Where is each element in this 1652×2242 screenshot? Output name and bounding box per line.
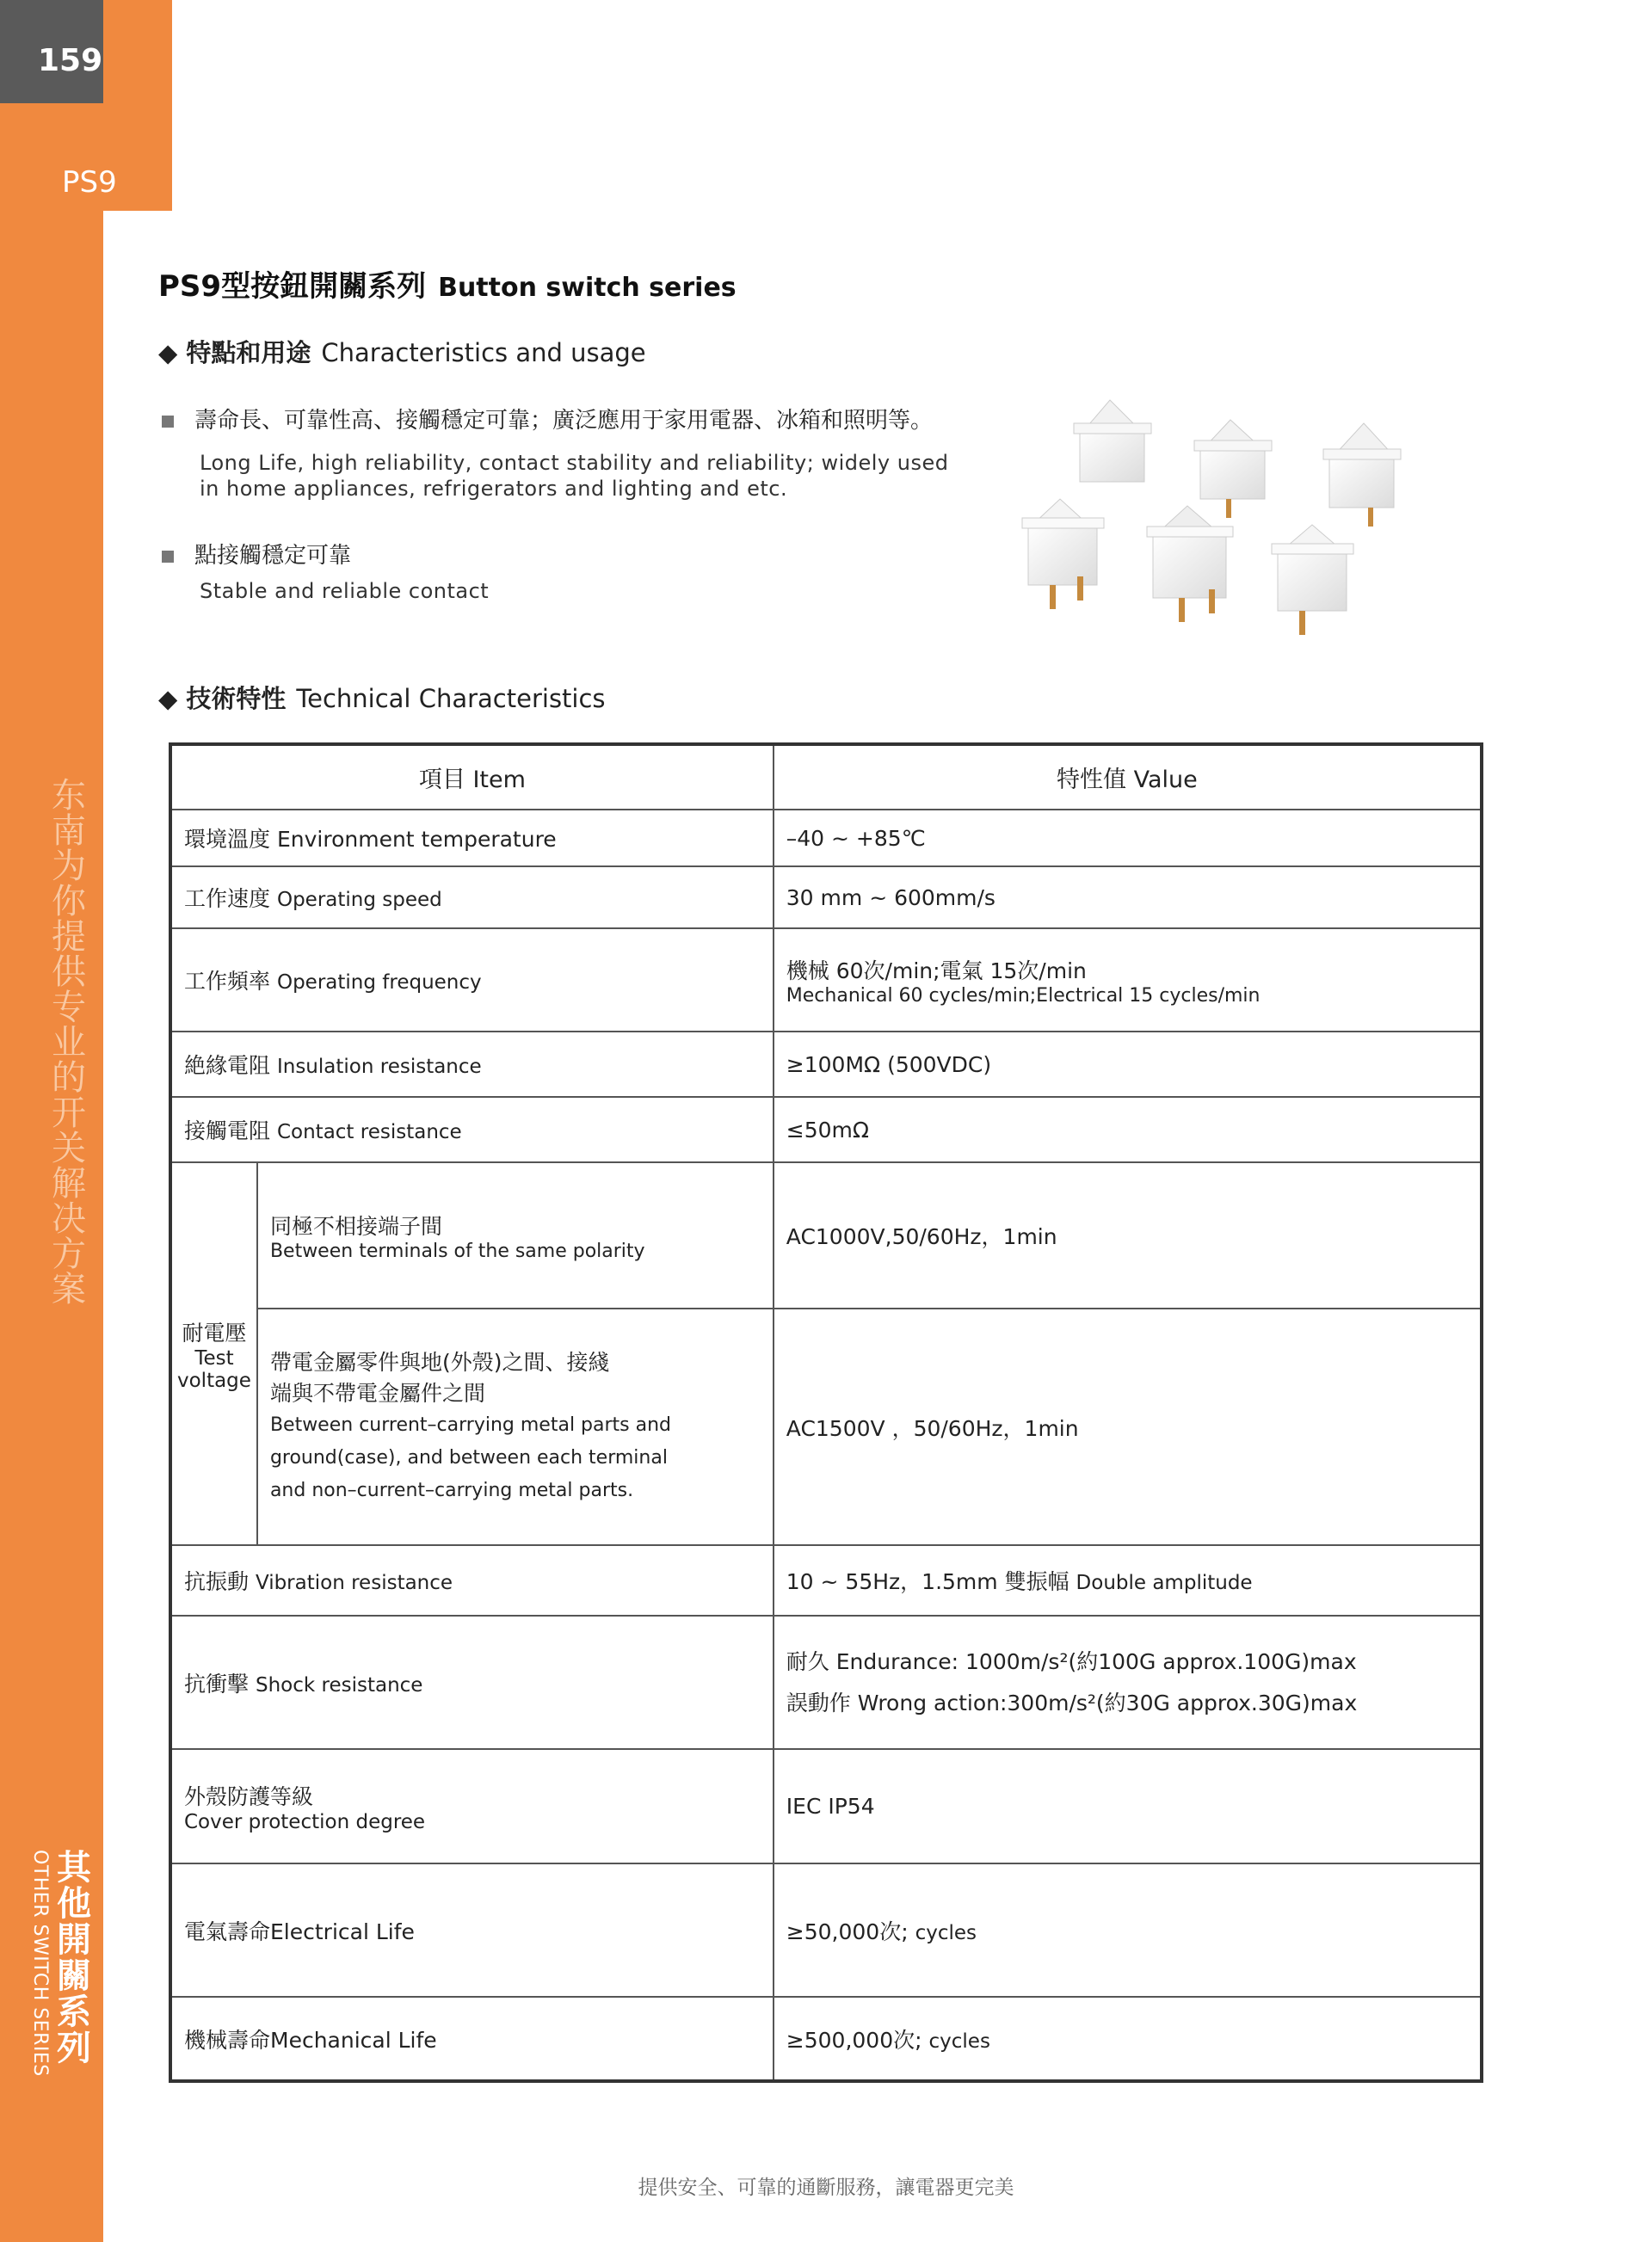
bullet-1-en: Long Life, high reliability, contact stability and reliability; widely used in home appliances, refrigerators and lighting and etc. (200, 451, 949, 501)
value-cell: 耐久 Endurance: 1000m/s²(約100G approx.100G)max 誤動作 Wrong action:300m/s²(約30G approx.30G)max (774, 1616, 1482, 1749)
value-cell: AC1000V,50/60Hz，1min (774, 1162, 1482, 1309)
switch-illustration (1022, 400, 1401, 635)
table-header-row (170, 744, 1482, 810)
table-row (170, 810, 1482, 866)
side-slogan-char: 方 (52, 1235, 86, 1274)
item-cell: 工作頻率 Operating frequency (170, 928, 774, 1032)
value-cell: –40 ~ +85℃ (774, 810, 1482, 866)
test-voltage-label: 耐電壓 Test voltage (170, 1162, 257, 1545)
table-row (170, 1545, 1482, 1616)
diamond-icon: ◆ (158, 684, 178, 713)
characteristics-heading: ◆ 特點和用途 Characteristics and usage (158, 338, 646, 367)
bullet-1: 壽命長、可靠性高、接觸穩定可靠；廣泛應用于家用電器、冰箱和照明等。 (162, 403, 933, 434)
item-cell: 接觸電阻 Contact resistance (170, 1097, 774, 1162)
diamond-icon: ◆ (158, 338, 178, 367)
table-row (170, 1616, 1482, 1749)
series-tag: PS9 (62, 165, 117, 200)
footer-slogan: 提供安全、可靠的通斷服務，讓電器更完美 (638, 2177, 1014, 2199)
side-slogan-char: 案 (52, 1270, 86, 1309)
side-slogan-char: 决 (52, 1199, 86, 1239)
side-slogan-char: 东 (52, 776, 86, 816)
value-cell: IEC IP54 (774, 1749, 1482, 1863)
value-cell: 機械 60次/min;電氣 15次/min Mechanical 60 cycles/min;Electrical 15 cycles/min (774, 928, 1482, 1032)
page-title (158, 262, 737, 305)
item-cell: 抗衝擊 Shock resistance (170, 1616, 774, 1749)
side-slogan-char: 为 (52, 847, 86, 886)
side-category-char: 開 (57, 1920, 91, 1960)
column-header-item: 項目 Item (170, 744, 774, 810)
table-row (170, 866, 1482, 928)
value-cell: ≥500,000次; cycles (774, 1997, 1482, 2081)
side-slogan-char: 供 (52, 952, 86, 992)
item-cell: 同極不相接端子間 Between terminals of the same polarity (257, 1162, 774, 1309)
side-slogan-char: 提 (52, 917, 86, 957)
item-cell: 電氣壽命Electrical Life (170, 1863, 774, 1997)
item-cell: 外殼防護等級 Cover protection degree (170, 1749, 774, 1863)
table-row (170, 1863, 1482, 1997)
side-category-zh (55, 1850, 93, 2066)
item-cell: 絶緣電阻 Insulation resistance (170, 1032, 774, 1097)
side-category-char: 他 (57, 1884, 91, 1924)
side-slogan-char: 开 (52, 1093, 86, 1133)
title-en: Button switch series (438, 273, 737, 303)
technical-heading: ◆ 技術特性 Technical Characteristics (158, 684, 606, 713)
table-row (170, 1997, 1482, 2081)
side-category-char: 系 (57, 1993, 91, 2032)
spec-table (169, 742, 1483, 2083)
side-slogan-char: 你 (52, 882, 86, 921)
item-cell: 抗振動 Vibration resistance (170, 1545, 774, 1616)
value-cell: ≥50,000次; cycles (774, 1863, 1482, 1997)
table-row (170, 1749, 1482, 1863)
bullet-2-en: Stable and reliable contact (200, 579, 490, 603)
table-row (170, 1162, 1482, 1309)
value-cell: 10 ~ 55Hz，1.5mm 雙振幅 Double amplitude (774, 1545, 1482, 1616)
value-cell: 30 mm ~ 600mm/s (774, 866, 1482, 928)
page-number: 159 (0, 0, 103, 103)
item-cell: 工作速度 Operating speed (170, 866, 774, 928)
product-photo (998, 387, 1480, 680)
side-slogan-char: 解 (52, 1164, 86, 1204)
side-slogan (52, 776, 86, 1309)
bullet-2: 點接觸穩定可靠 (162, 538, 351, 570)
side-slogan-char: 业 (52, 1023, 86, 1062)
side-slogan-char: 的 (52, 1058, 86, 1098)
side-category-char: 列 (57, 2029, 91, 2068)
square-bullet-icon (162, 416, 174, 428)
item-cell: 環境溫度 Environment temperature (170, 810, 774, 866)
item-cell: 帶電金屬零件與地(外殼)之間、接綫 端與不帶電金屬件之間 Between current–carrying metal parts and ground(case), and between each terminal and non–current–carrying metal parts. (257, 1309, 774, 1545)
table-row (170, 1032, 1482, 1097)
table-row (170, 1309, 1482, 1545)
side-slogan-char: 关 (52, 1129, 86, 1168)
side-category-char: 關 (57, 1956, 91, 1996)
side-category-char: 其 (57, 1848, 91, 1888)
side-category-en: OTHER SWITCH SERIES (29, 1850, 51, 2077)
value-cell: AC1500V ，50/60Hz，1min (774, 1309, 1482, 1545)
value-cell: ≤50mΩ (774, 1097, 1482, 1162)
side-slogan-char: 专 (52, 988, 86, 1027)
title-zh: PS9型按鈕開關系列 (158, 269, 427, 304)
table-row (170, 928, 1482, 1032)
column-header-value: 特性值 Value (774, 744, 1482, 810)
item-cell: 機械壽命Mechanical Life (170, 1997, 774, 2081)
table-row (170, 1097, 1482, 1162)
square-bullet-icon (162, 551, 174, 563)
side-slogan-char: 南 (52, 811, 86, 851)
value-cell: ≥100MΩ (500VDC) (774, 1032, 1482, 1097)
